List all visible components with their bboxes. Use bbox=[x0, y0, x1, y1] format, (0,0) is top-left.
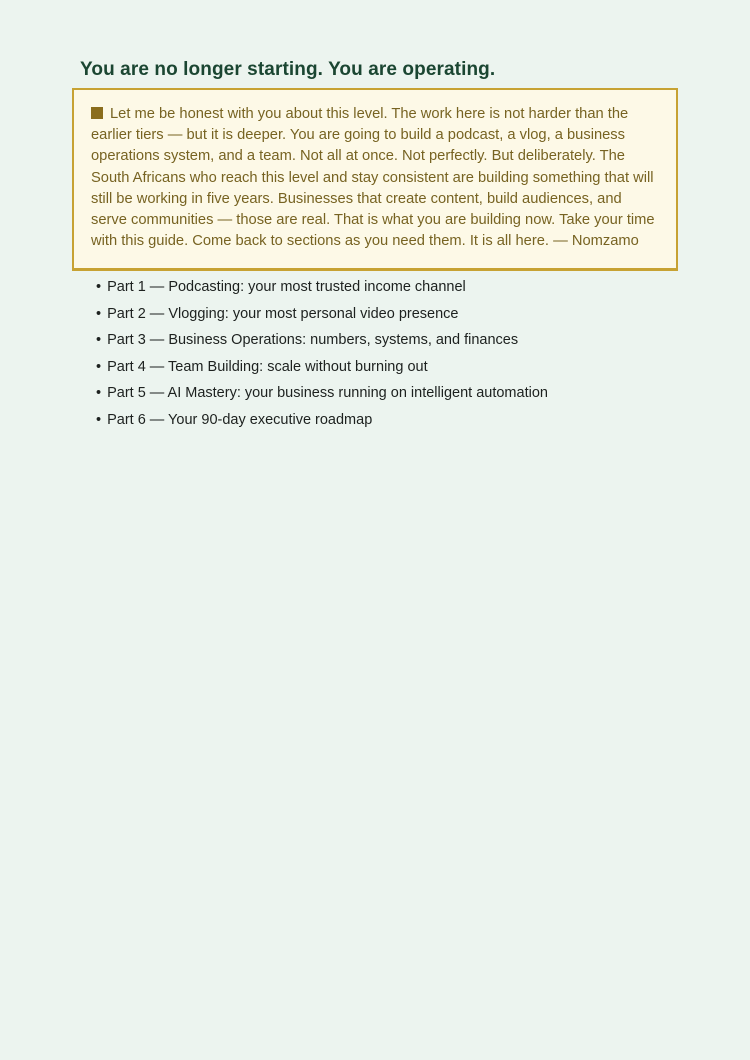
page-title: You are no longer starting. You are operating. bbox=[80, 59, 496, 80]
toc-item-label: Part 2 — Vlogging: your most personal video presence bbox=[107, 305, 459, 322]
toc-item-label: Part 3 — Business Operations: numbers, systems, and finances bbox=[107, 332, 519, 348]
square-bullet-icon bbox=[91, 107, 103, 119]
list-item bbox=[96, 306, 666, 322]
list-item bbox=[96, 279, 666, 295]
bullet-icon: • bbox=[96, 358, 102, 375]
toc-item-label: Part 6 — Your 90-day executive roadmap bbox=[107, 411, 373, 428]
table-of-contents bbox=[96, 279, 666, 438]
callout-text: Let me be honest with you about this level. The work here is not harder than the earlier tiers — but it is deeper. You are going to build a podcast, a vlog, a business operations system, and a team. Not all at once. Not perfectly. But deliberately. The South Africans who reach this level and stay consistent are building something that will still be working in five years. Businesses that create content, build audiences, and serve communities — those are real. That is what you are building now. Take your time with this guide. Come back to sections as you need them. It is all here. — Nomzamo bbox=[91, 106, 655, 250]
bullet-icon: • bbox=[96, 332, 102, 348]
bullet-icon: • bbox=[96, 411, 102, 428]
toc-item-label: Part 4 — Team Building: scale without burning out bbox=[107, 358, 428, 375]
bullet-icon: • bbox=[96, 305, 102, 322]
list-item bbox=[96, 412, 666, 428]
list-item bbox=[96, 332, 666, 348]
list-item bbox=[96, 359, 666, 375]
list-item bbox=[96, 385, 666, 401]
toc-item-label: Part 5 — AI Mastery: your business running on intelligent automation bbox=[107, 385, 548, 401]
toc-item-label: Part 1 — Podcasting: your most trusted income channel bbox=[107, 279, 466, 295]
bullet-icon: • bbox=[96, 279, 102, 295]
callout-paragraph bbox=[91, 104, 659, 252]
bullet-icon: • bbox=[96, 385, 102, 401]
intro-callout bbox=[72, 88, 678, 271]
